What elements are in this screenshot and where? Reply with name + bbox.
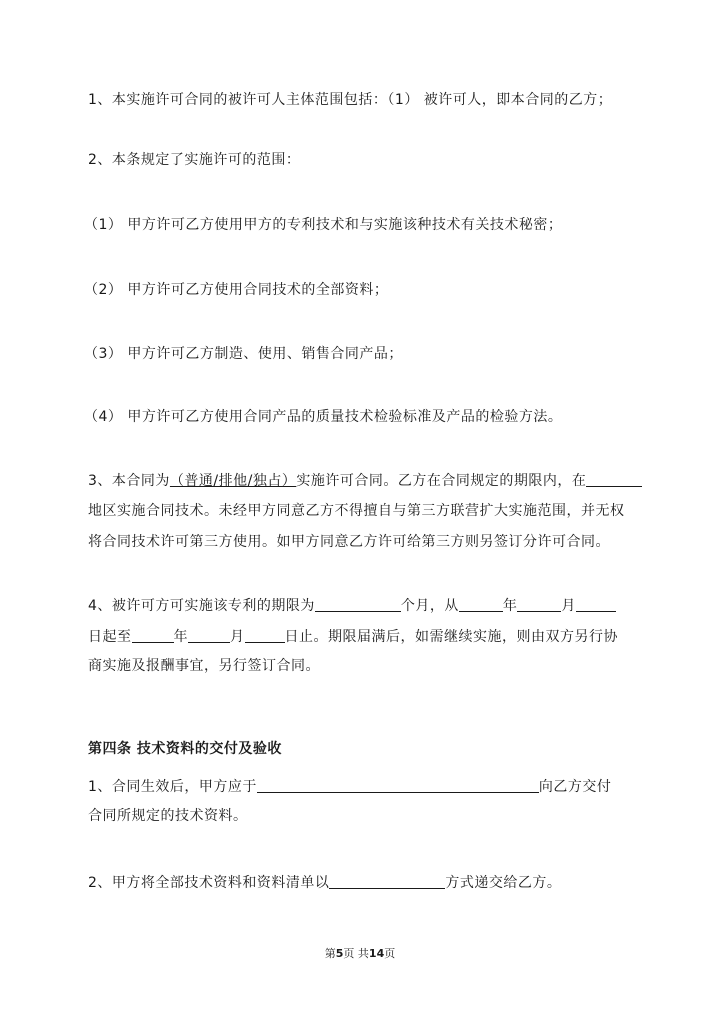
start-year-blank[interactable] — [459, 597, 503, 612]
delivery-method-blank[interactable] — [329, 874, 445, 889]
start-day-blank[interactable] — [576, 597, 616, 612]
section-4-clause-1-line-1: 1、合同生效后，甲方应于 向乙方交付 — [88, 779, 612, 795]
license-type-options: （普通/排他/独占） — [169, 473, 297, 489]
end-year-blank[interactable] — [132, 628, 174, 643]
scope-item-3: （3） 甲方许可乙方制造、使用、销售合同产品； — [84, 346, 403, 362]
current-page-number: 5 — [335, 947, 344, 960]
scope-item-2: （2） 甲方许可乙方使用合同技术的全部资料； — [84, 282, 389, 298]
clause-3-line-1: 3、本合同为（普通/排他/独占）实施许可合同。乙方在合同规定的期限内，在 — [88, 472, 642, 489]
delivery-date-blank[interactable] — [257, 778, 539, 793]
region-blank[interactable] — [586, 472, 642, 487]
clause-3-line-3: 将合同技术许可第三方使用。如甲方同意乙方许可给第三方则另签订分许可合同。 — [88, 534, 610, 550]
duration-months-blank[interactable] — [315, 597, 401, 612]
clause-4-line-3: 商实施及报酬事宜，另行签订合同。 — [88, 658, 320, 674]
section-4-clause-2: 2、甲方将全部技术资料和资料清单以 方式递交给乙方。 — [88, 875, 562, 891]
section-4-heading: 第四条 技术资料的交付及验收 — [88, 741, 282, 757]
clause-1: 1、本实施许可合同的被许可人主体范围包括：（1） 被许可人，即本合同的乙方； — [88, 92, 613, 108]
start-month-blank[interactable] — [517, 597, 561, 612]
section-4-clause-1-line-2: 合同所规定的技术资料。 — [88, 808, 248, 824]
scope-item-4: （4） 甲方许可乙方使用合同产品的质量技术检验标准及产品的检验方法。 — [84, 409, 563, 425]
clause-3-line-2: 地区实施合同技术。未经甲方同意乙方不得擅自与第三方联营扩大实施范围，并无权 — [88, 503, 625, 519]
clause-2: 2、本条规定了实施许可的范围： — [88, 152, 301, 168]
clause-4-line-2: 日起至 年 月 日止。期限届满后，如需继续实施，则由双方另行协 — [88, 629, 618, 645]
total-page-number: 14 — [368, 947, 385, 960]
end-month-blank[interactable] — [188, 628, 230, 643]
end-day-blank[interactable] — [245, 628, 285, 643]
scope-item-1: （1） 甲方许可乙方使用甲方的专利技术和与实施该种技术有关技术秘密； — [84, 217, 563, 233]
page-footer: 第5页 共14页 — [324, 947, 396, 960]
clause-4-line-1: 4、被许可方可实施该专利的期限为 个月，从 年 月 — [88, 597, 616, 614]
